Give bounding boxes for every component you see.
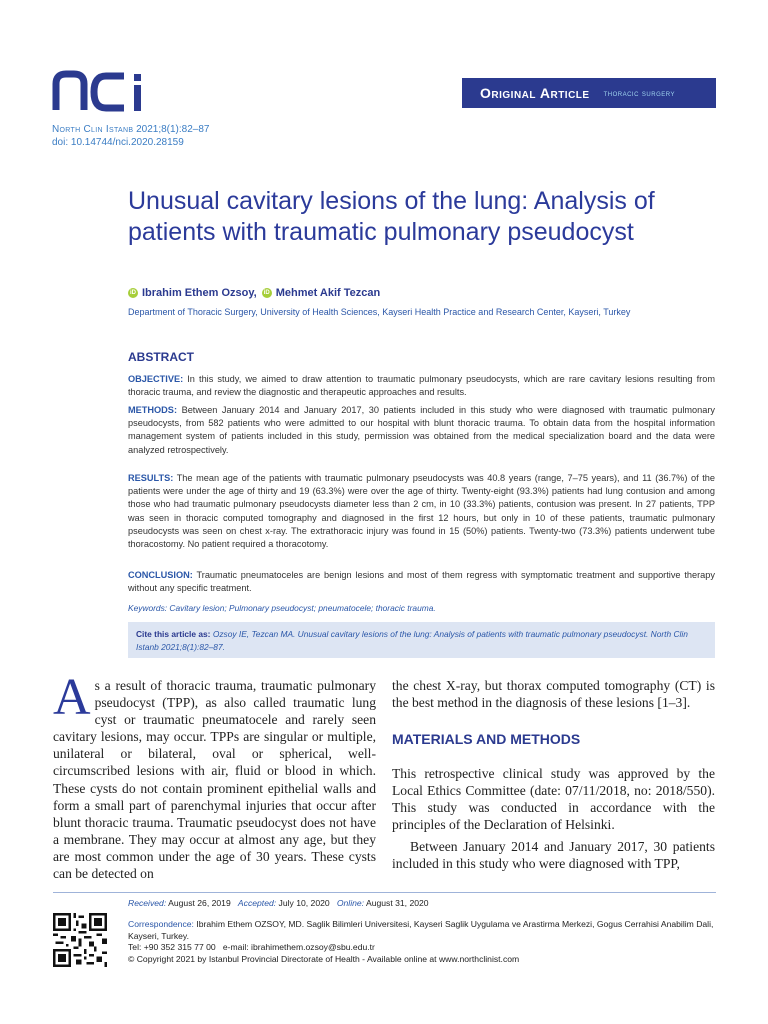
online-date: August 31, 2020 [365, 898, 429, 908]
copyright: © Copyright 2021 by Istanbul Provincial Directorate of Health - Available online at www.northclinist.com [128, 953, 520, 964]
article-type: Original Article [480, 85, 590, 101]
cite-box [128, 622, 715, 658]
journal-citation: 2021;8(1):82–87 [136, 124, 210, 135]
intro-text: s a result of thoracic trauma, traumatic pulmonary pseudocyst (TPP), as also called traumatic lung cyst or traumatic pneumatocele and rarely seen cavitary lesions, may occur. TPPs are singular or multiple, unilateral or bilateral, oval or spherical, well-circumscribed lesions with air, fluid or blood in which. These cysts do not contain prominent epithelial walls and form a small part of parenchymal injuries that occur after blunt thoracic trauma. Traumatic pseudocyst does not have a membrane. They may occur at almost any age, but they are most common under the age of 30 years. These cysts can be detected on [53, 678, 376, 882]
keywords: Keywords: Cavitary lesion; Pulmonary pseudocyst; pneumatocele; thoracic trauma. [128, 603, 436, 613]
article-type-band [462, 78, 716, 108]
methods-label: METHODS: [128, 405, 177, 415]
abstract-objective [128, 373, 715, 399]
abstract-methods [128, 404, 715, 457]
body-paragraph: Between January 2014 and January 2017, 30 patients included in this study who were diagnosed with TPP, [392, 839, 715, 872]
footer-divider [53, 892, 716, 893]
drop-cap: A [53, 669, 91, 726]
conclusion-label: CONCLUSION: [128, 570, 193, 580]
correspondence-text: Ibrahim Ethem OZSOY, MD. Saglik Bilimleri Universitesi, Kayseri Saglik Uygulama ve Arastirma Merkezi, Gogus Cerrahisi Anabilim Dali, Kayseri, Turkey. [128, 919, 714, 941]
abstract-conclusion [128, 569, 715, 595]
online-label: Online: [336, 898, 365, 908]
correspondence-line [128, 919, 718, 942]
journal-logo [52, 70, 162, 114]
methods-text: Between January 2014 and January 2017, 30 patients included in this study who were diagnosed with traumatic pulmonary pseudocysts, from 582 patients who were admitted to our hospital with blunt thoracic trauma. To obtain data from the hospital information management system of patients included in this study, permission was obtained from the medical specialization board and the data were analyzed retrospectively. [128, 405, 715, 455]
journal-name: North Clin Istanb [52, 124, 134, 135]
article-dates [128, 898, 429, 908]
received-label: Received: [128, 898, 167, 908]
article-section: thoracic surgery [603, 88, 675, 98]
objective-label: OBJECTIVE: [128, 374, 184, 384]
orcid-icon[interactable]: iD [263, 290, 270, 296]
section-heading-methods: MATERIALS AND METHODS [392, 731, 581, 747]
cite-text: Ozsoy IE, Tezcan MA. Unusual cavitary lesions of the lung: Analysis of patients with traumatic pulmonary pseudocyst. North Clin Istanb 2021;8(1):82–87. [136, 629, 688, 652]
objective-text: In this study, we aimed to draw attention to traumatic pulmonary pseudocysts, which are rare cavitary lesions resulting from thoracic trauma, and review the diagnostic and therapeutic approaches and results. [128, 374, 715, 398]
body-paragraph: the chest X-ray, but thorax computed tomography (CT) is the best method in the diagnosis of these lesions [1–3]. [392, 678, 715, 711]
received-date: August 26, 2019 [168, 898, 231, 908]
correspondence-label: Correspondence: [128, 919, 194, 929]
results-label: RESULTS: [128, 473, 174, 483]
author-name: Mehmet Akif Tezcan [275, 287, 381, 299]
correspondence-block [128, 919, 718, 965]
intro-paragraph [53, 669, 376, 882]
contact-line [128, 942, 718, 954]
affiliation: Department of Thoracic Surgery, University of Health Sciences, Kayseri Health Practice and Research Center, Kayseri, Turkey [128, 307, 631, 317]
accepted-date: July 10, 2020 [278, 898, 330, 908]
qr-code-icon[interactable] [53, 913, 107, 967]
email-address[interactable]: ibrahimethem.ozsoy@sbu.edu.tr [251, 942, 375, 953]
abstract-results [128, 472, 715, 551]
journal-citation-line [52, 124, 209, 135]
body-paragraph: This retrospective clinical study was approved by the Local Ethics Committee (date: 07/11/2018, no: 2018/550). This study was conducted in accordance with the principles of the Declaration of Helsinki. [392, 766, 715, 833]
abstract-heading: ABSTRACT [128, 350, 194, 364]
email-label: e-mail: [222, 942, 249, 953]
results-text: The mean age of the patients with traumatic pulmonary pseudocysts was 40.8 years (range, 7–75 years), and 11 (36.7%) of the patients were under the age of thirty and 19 (63.3%) were over the age of thirty. Twenty-eight (93.3%) patients had lung contusion and among those who had traumatic pulmonary pseudocysts diameter less than 2 cm, in 10 (33.3%) patients, contusion was present. In 27 patients, TPP was seen in thoracic computed tomography and diagnosed in the first 12 hours, but only in 10 of these patients, traumatic pulmonary pseudocysts was seen on chest x-ray. The extrathoracic injury was found in 15 (50%) patients. Twenty-two (73.3%) patients underwent tube thoracostomy. No patient required a thoracotomy. [128, 473, 715, 550]
telephone: Tel: +90 352 315 77 00 [128, 942, 216, 953]
conclusion-text: Traumatic pneumatoceles are benign lesions and most of them regress with symptomatic treatment and supportive therapy without any specific treatment. [128, 570, 715, 594]
orcid-icon[interactable]: iD [130, 290, 136, 296]
article-title: Unusual cavitary lesions of the lung: Analysis of patients with traumatic pulmonary pseudocyst [128, 187, 655, 246]
author-list [128, 287, 380, 299]
cite-label: Cite this article as: [136, 629, 211, 639]
accepted-label: Accepted: [237, 898, 277, 908]
doi[interactable]: doi: 10.14744/nci.2020.28159 [52, 137, 184, 148]
author-name: Ibrahim Ethem Ozsoy, [142, 287, 257, 299]
